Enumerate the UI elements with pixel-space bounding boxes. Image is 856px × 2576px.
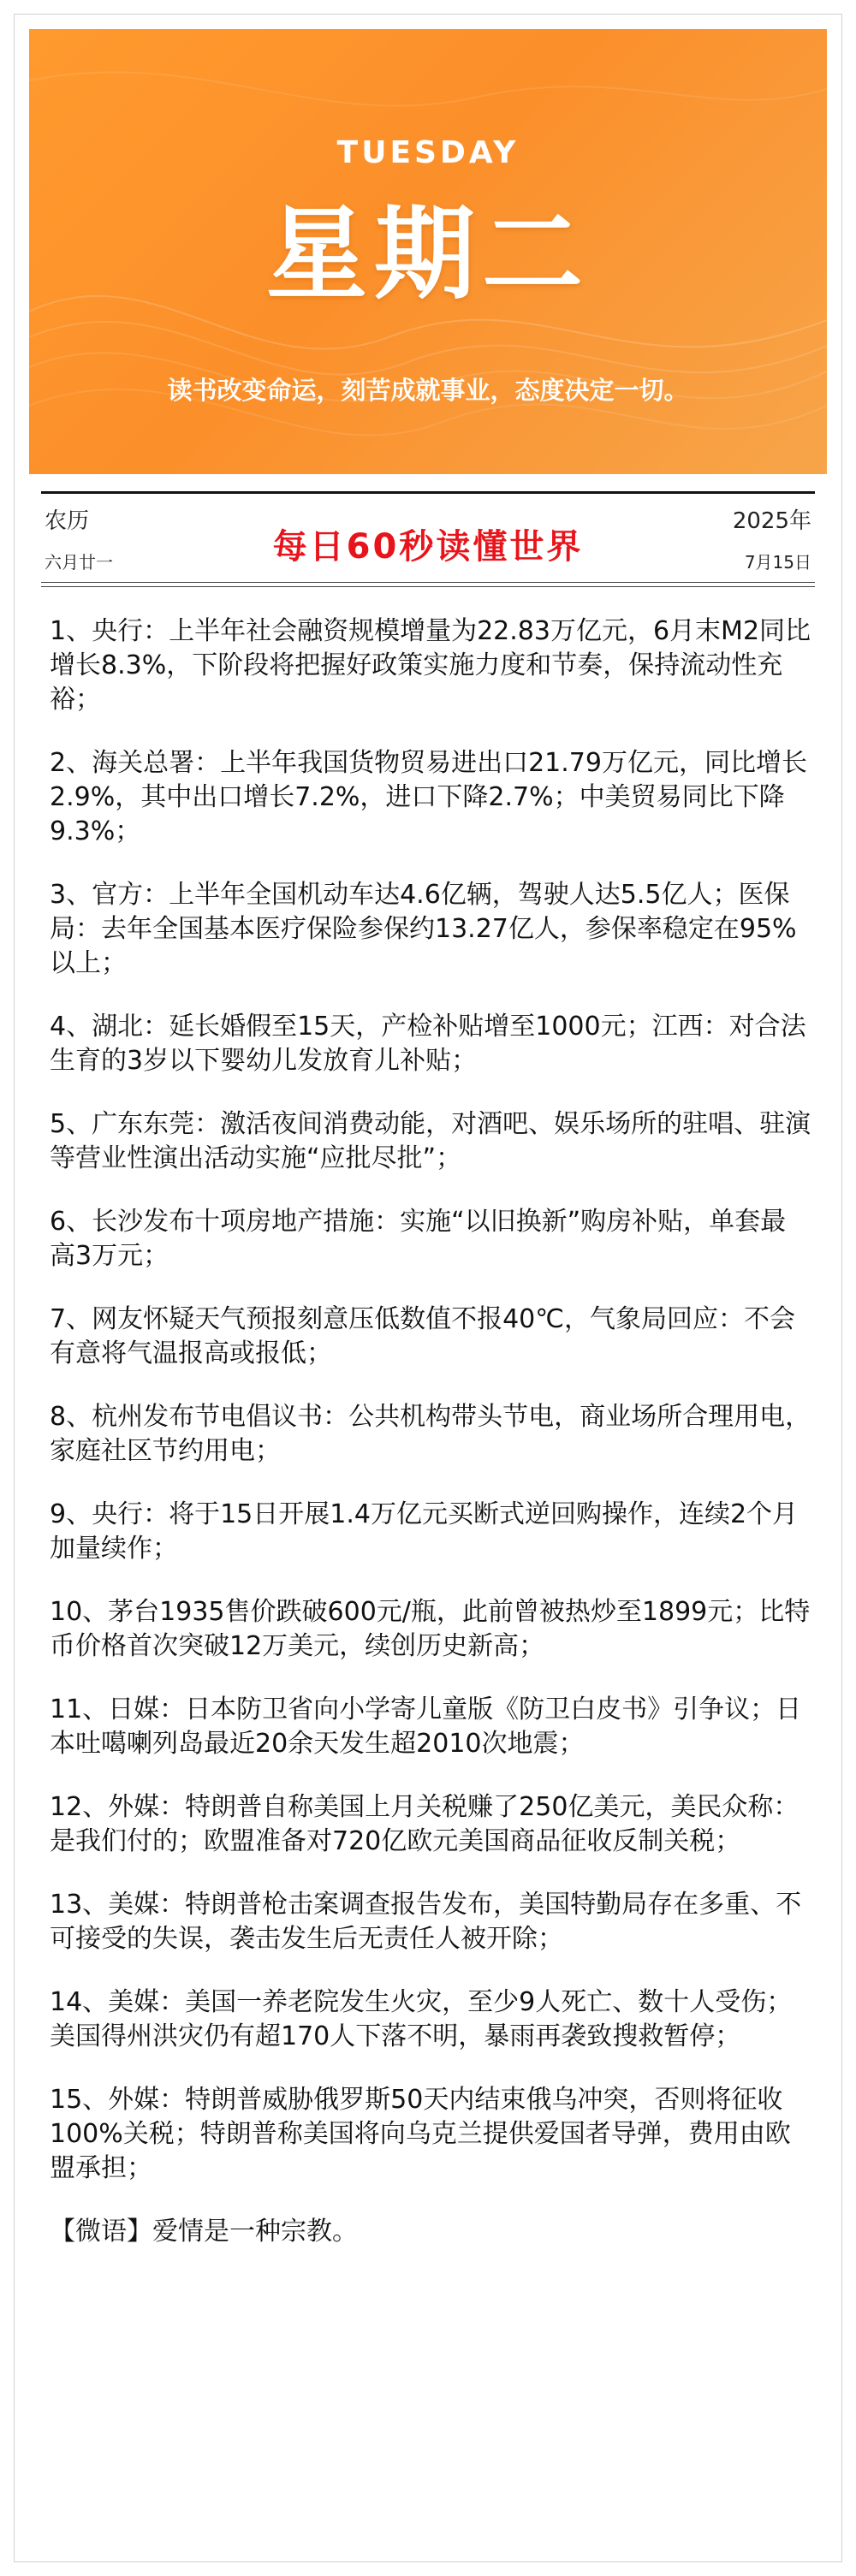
news-item-12: 12、外媒：特朗普自称美国上月关税赚了250亿美元，美民众称：是我们付的；欧盟准备对720亿欧元美国商品征收反制关税； — [50, 1792, 800, 1856]
news-item-7: 7、网友怀疑天气预报刻意压低数值不报40℃，气象局回应：不会有意将气温报高或报低； — [50, 1304, 795, 1368]
news-item-2: 2、海关总署：上半年我国货物贸易进出口21.79万亿元，同比增长2.9%，其中出口增长7.2%，进口下降2.7%；中美贸易同比下降9.3%； — [50, 748, 807, 846]
year: 2025年 — [732, 508, 811, 534]
news-item-13: 13、美媒：特朗普枪击案调查报告发布，美国特勤局存在多重、不可接受的失误，袭击发生后无责任人被开除； — [50, 1890, 802, 1954]
header-banner — [29, 29, 827, 474]
news-item-9: 9、央行：将于15日开展1.4万亿元买断式逆回购操作，连续2个月加量续作； — [50, 1499, 799, 1564]
bottom-rule-2 — [41, 586, 815, 587]
top-rule — [41, 491, 815, 494]
news-item-4: 4、湖北：延长婚假至15天，产检补贴增至1000元；江西：对合法生育的3岁以下婴幼儿发放育儿补贴； — [50, 1012, 806, 1076]
news-item-3: 3、官方：上半年全国机动车达4.6亿辆，驾驶人达5.5亿人；医保局：去年全国基本医疗保险参保约13.27亿人，参保率稳定在95%以上； — [50, 880, 797, 978]
news-item-14: 14、美媒：美国一养老院发生火灾，至少9人死亡、数十人受伤；美国得州洪灾仍有超170人下落不明，暴雨再袭致搜救暂停； — [50, 1987, 793, 2051]
news-item-10: 10、茅台1935售价跌破600元/瓶，此前曾被热炒至1899元；比特币价格首次突破12万美元，续创历史新高； — [50, 1597, 811, 1661]
date: 7月15日 — [744, 552, 811, 573]
bottom-rule-1 — [41, 582, 815, 583]
news-item-1: 1、央行：上半年社会融资规模增量为22.83万亿元，6月末M2同比增长8.3%，下阶段将把握好政策实施力度和节奏，保持流动性充裕； — [50, 616, 811, 715]
page-title: 每日60秒读懂世界 — [272, 527, 584, 567]
news-item-11: 11、日媒：日本防卫省向小学寄儿童版《防卫白皮书》引争议；日本吐噶喇列岛最近20余天发生超2010次地震； — [50, 1695, 802, 1759]
gregorian-date-block — [733, 503, 811, 573]
weekday-english: TUESDAY — [336, 135, 520, 170]
news-item-5: 5、广东东莞：激活夜间消费动能，对酒吧、娱乐场所的驻唱、驻演等营业性演出活动实施“应批尽批”； — [50, 1109, 811, 1173]
weekday-chinese: 星期二 — [265, 195, 590, 313]
news-item-15: 15、外媒：特朗普威胁俄罗斯50天内结束俄乌冲突，否则将征收100%关税；特朗普称美国将向乌克兰提供爱国者导弹，费用由欧盟承担； — [50, 2085, 791, 2183]
weiyu-quote: 【微语】爱情是一种宗教。 — [50, 2217, 358, 2247]
lunar-date: 六月廿一 — [45, 552, 113, 573]
motto: 读书改变命运，刻苦成就事业，态度决定一切。 — [167, 376, 689, 405]
news-list — [50, 614, 811, 2249]
news-item-8: 8、杭州发布节电倡议书：公共机构带头节电，商业场所合理用电，家庭社区节约用电； — [50, 1402, 811, 1466]
news-item-6: 6、长沙发布十项房地产措施：实施“以旧换新”购房补贴，单套最高3万元； — [50, 1207, 787, 1271]
lunar-label: 农历 — [45, 508, 90, 534]
